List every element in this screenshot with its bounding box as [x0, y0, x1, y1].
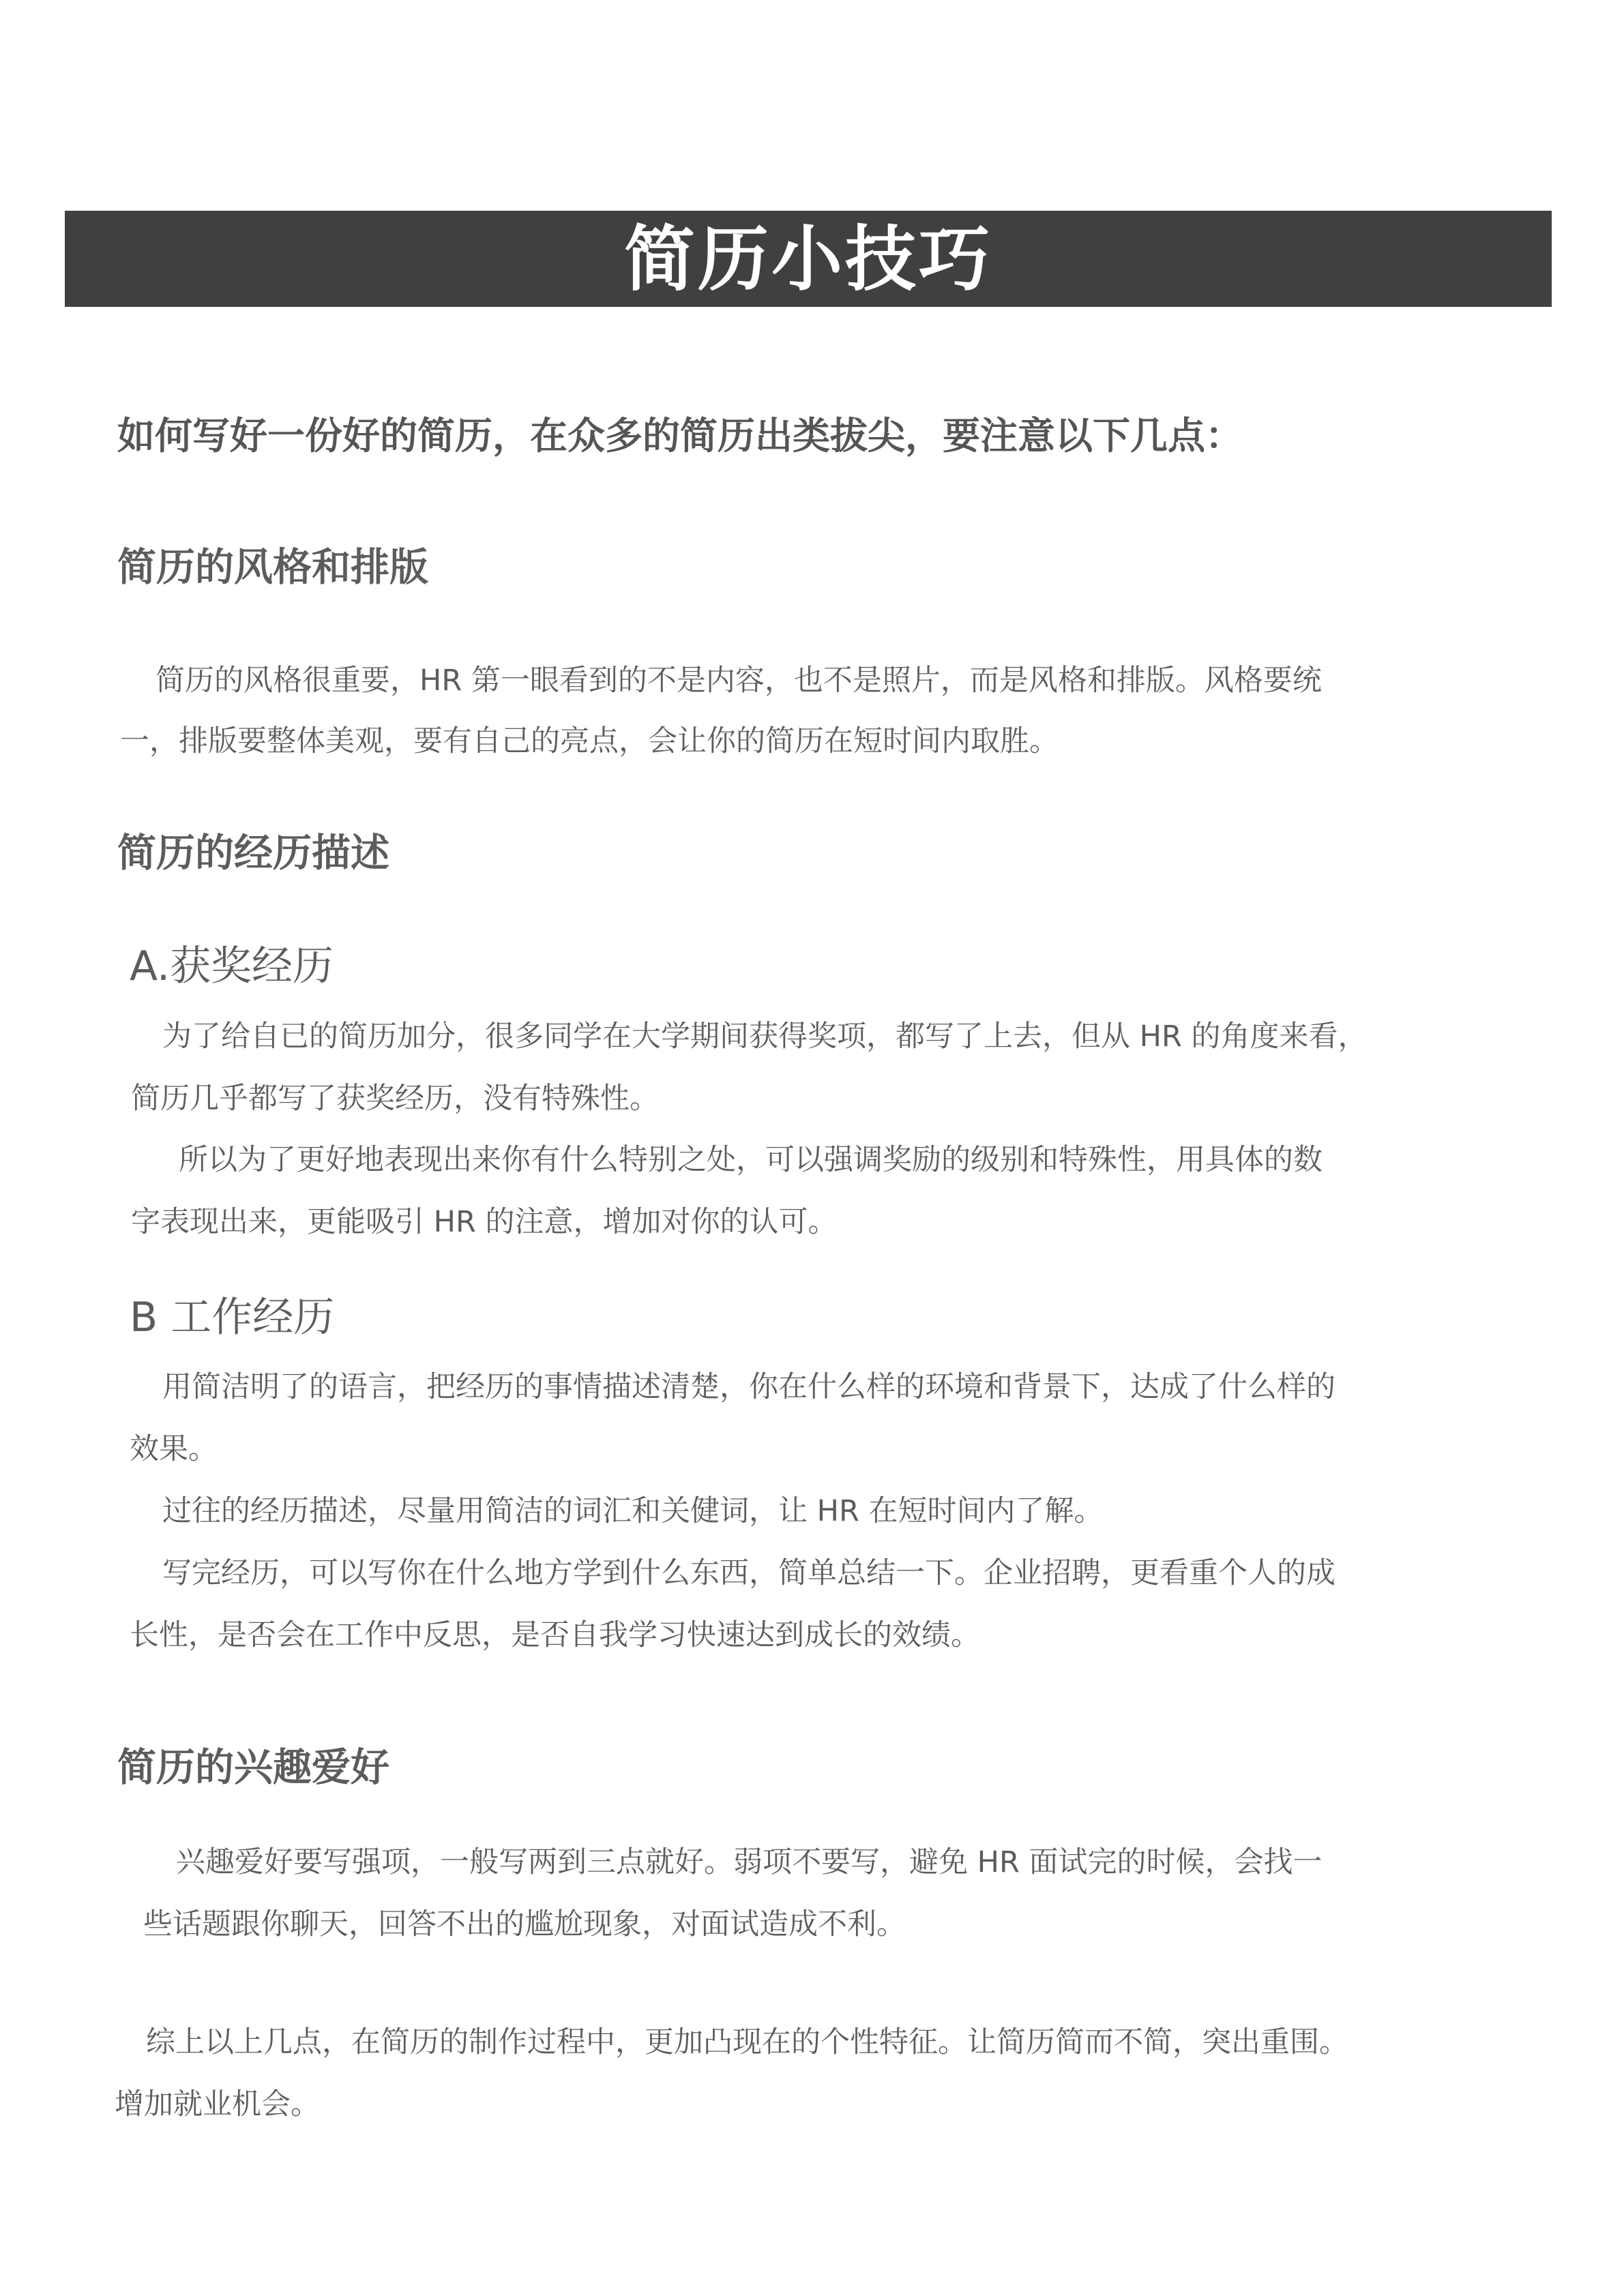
paragraph-line: 用简洁明了的语言，把经历的事情描述清楚，你在什么样的环境和背景下，达成了什么样的 — [162, 1370, 1335, 1404]
section-heading-style: 简历的风格和排版 — [117, 545, 428, 590]
intro-heading: 如何写好一份好的简历，在众多的简历出类拔尖，要注意以下几点： — [117, 414, 1243, 458]
paragraph-line: 兴趣爱好要写强项，一般写两到三点就好。弱项不要写，避免 HR 面试完的时候，会找一 — [176, 1845, 1323, 1879]
paragraph-line: 所以为了更好地表现出来你有什么特别之处，可以强调奖励的级别和特殊性，用具体的数 — [179, 1143, 1323, 1177]
paragraph-line: 简历的风格很重要，HR 第一眼看到的不是内容，也不是照片，而是风格和排版。风格要统 — [156, 664, 1322, 698]
page-title: 简历小技巧 — [623, 217, 992, 301]
paragraph-line: 写完经历，可以写你在什么地方学到什么东西，简单总结一下。企业招聘，更看重个人的成 — [162, 1556, 1335, 1590]
section-heading-experience: 简历的经历描述 — [117, 831, 389, 876]
summary-line: 增加就业机会。 — [115, 2087, 320, 2121]
paragraph-line: 字表现出来，更能吸引 HR 的注意，增加对你的认可。 — [131, 1205, 838, 1239]
paragraph-line: 一，排版要整体美观，要有自己的亮点，会让你的简历在短时间内取胜。 — [120, 724, 1059, 758]
title-banner — [65, 211, 1552, 307]
section-heading-hobbies: 简历的兴趣爱好 — [117, 1745, 389, 1790]
paragraph-line: 为了给自已的简历加分，很多同学在大学期间获得奖项，都写了上去，但从 HR 的角度来看， — [162, 1019, 1368, 1054]
summary-line: 综上以上几点，在简历的制作过程中，更加凸现在的个性特征。让简历简而不简，突出重围。 — [146, 2025, 1348, 2059]
paragraph-line: 简历几乎都写了获奖经历，没有特殊性。 — [131, 1082, 659, 1116]
subheading-awards: A.获奖经历 — [130, 942, 334, 990]
paragraph-line: 长性，是否会在工作中反思，是否自我学习快速达到成长的效绩。 — [130, 1618, 980, 1652]
paragraph-line: 效果。 — [130, 1432, 218, 1466]
subheading-work: B 工作经历 — [130, 1294, 335, 1341]
paragraph-line: 些话题跟你聊天，回答不出的尴尬现象，对面试造成不利。 — [143, 1907, 906, 1941]
paragraph-line: 过往的经历描述，尽量用简洁的词汇和关健词，让 HR 在短时间内了解。 — [162, 1494, 1104, 1528]
